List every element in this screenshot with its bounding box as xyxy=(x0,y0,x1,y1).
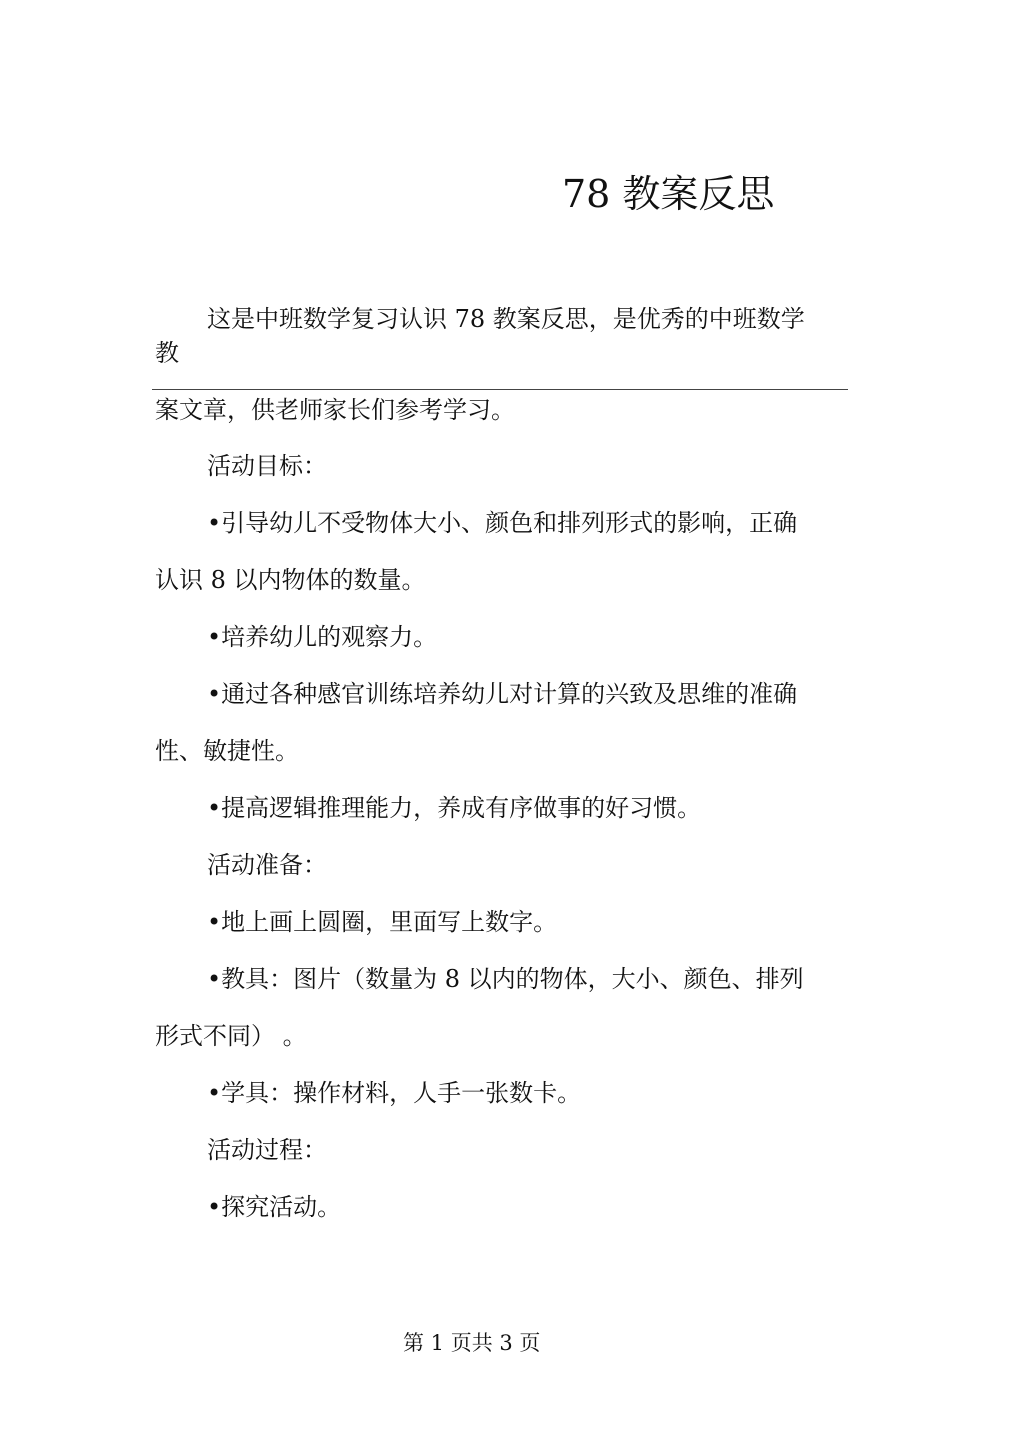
page-footer: 第 1 页共 3 页 xyxy=(403,1331,541,1355)
process-line-1: •探究活动。 xyxy=(207,1193,342,1221)
goal-line-5: 性、敏捷性。 xyxy=(155,737,299,765)
goal-line-4: •通过各种感官训练培养幼儿对计算的兴致及思维的准确 xyxy=(207,680,798,708)
prep-line-1: •地上画上圆圈，里面写上数字。 xyxy=(207,908,558,936)
section-heading-preparation: 活动准备： xyxy=(207,851,327,879)
intro-line-3: 案文章，供老师家长们参考学习。 xyxy=(155,396,515,424)
goal-line-1: •引导幼儿不受物体大小、颜色和排列形式的影响，正确 xyxy=(207,509,798,537)
section-heading-process: 活动过程： xyxy=(207,1136,327,1164)
prep-line-3: 形式不同） 。 xyxy=(155,1022,307,1050)
document-title: 78 教案反思 xyxy=(562,172,775,216)
prep-line-4: •学具：操作材料，人手一张数卡。 xyxy=(207,1079,582,1107)
intro-line-2: 教 xyxy=(155,339,179,367)
goal-line-3: •培养幼儿的观察力。 xyxy=(207,623,438,651)
goal-line-2: 认识 8 以内物体的数量。 xyxy=(155,566,426,594)
divider-rule xyxy=(152,389,848,390)
section-heading-goals: 活动目标： xyxy=(207,452,327,480)
goal-line-6: •提高逻辑推理能力，养成有序做事的好习惯。 xyxy=(207,794,702,822)
prep-line-2: •教具：图片（数量为 8 以内的物体，大小、颜色、排列 xyxy=(207,965,804,993)
intro-line-1: 这是中班数学复习认识 78 教案反思，是优秀的中班数学 xyxy=(207,305,805,333)
